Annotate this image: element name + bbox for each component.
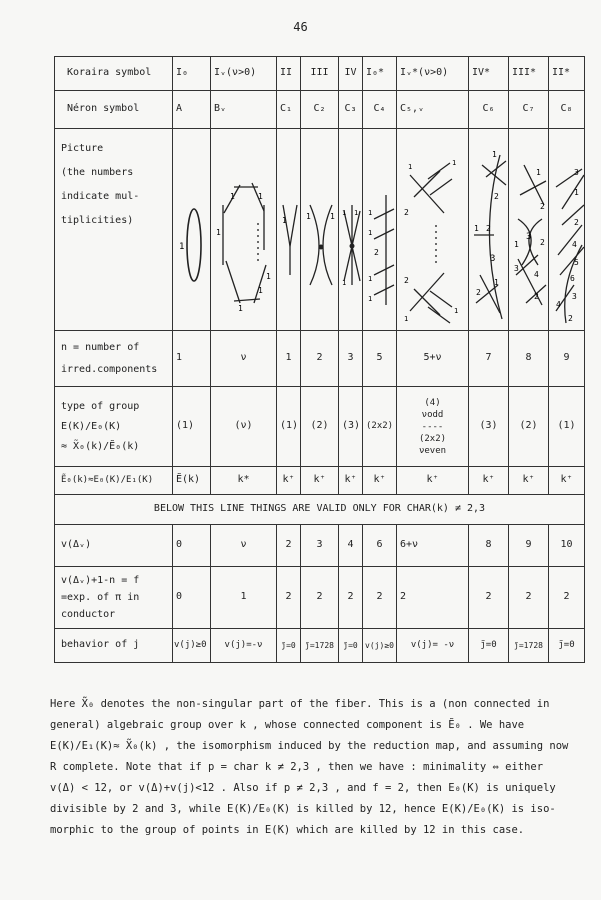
kodaira-cell: IV bbox=[339, 57, 363, 91]
fiber-picture-ivstar bbox=[469, 129, 509, 331]
connected-component-cell: k⁺ bbox=[301, 467, 339, 495]
multiplicity-label: 1 bbox=[368, 294, 373, 303]
discriminant-cell: 8 bbox=[469, 525, 509, 567]
row-label-connected-component: Ẽ₀(k)≈E₀(K)/E₁(K) bbox=[55, 467, 173, 495]
connected-component-cell: k⁺ bbox=[509, 467, 549, 495]
multiplicity-label: 1 bbox=[368, 274, 373, 283]
multiplicity-label: 1 bbox=[408, 162, 413, 171]
discriminant-cell: 9 bbox=[509, 525, 549, 567]
fiber-diagram-iii bbox=[304, 135, 338, 325]
picture-label-line: tiplicities) bbox=[61, 215, 134, 226]
components-cell: 5+ν bbox=[397, 331, 469, 387]
group-type-subline: (4) bbox=[424, 397, 441, 408]
conductor-label-line: =exp. of π in bbox=[61, 592, 140, 603]
j-invariant-cell: v(j)≥0 bbox=[363, 629, 397, 663]
neron-cell: Bᵥ bbox=[211, 91, 277, 129]
multiplicity-label: 1 bbox=[404, 314, 409, 323]
picture-row bbox=[55, 129, 585, 331]
paragraph-line: Here X̃₀ denotes the non-singular part of the fiber. This is a (non connected in bbox=[50, 698, 550, 710]
multiplicity-label: 1 bbox=[266, 271, 271, 281]
paragraph-line: E(K)/E₁(K)≈ X̃₀(k) , the isomorphism induced by the reduction map, and assuming now bbox=[50, 740, 569, 752]
fiber-diagram-inu bbox=[214, 135, 276, 325]
kodaira-cell: I₀ bbox=[173, 57, 211, 91]
fiber-picture-i0star bbox=[363, 129, 397, 331]
j-invariant-cell: v(j)≥0 bbox=[173, 629, 211, 663]
conductor-cell: 1 bbox=[211, 567, 277, 629]
multiplicity-label: 1 bbox=[179, 241, 185, 252]
group-type-cell-inustar bbox=[397, 387, 469, 467]
conductor-cell: 2 bbox=[549, 567, 585, 629]
components-cell: 5 bbox=[363, 331, 397, 387]
components-row bbox=[55, 331, 585, 387]
neron-row bbox=[55, 91, 585, 129]
components-cell: 2 bbox=[301, 331, 339, 387]
multiplicity-label: 5 bbox=[574, 257, 579, 267]
neron-cell: C₅,ᵥ bbox=[397, 91, 469, 129]
picture-label-line: Picture bbox=[61, 143, 104, 154]
kodaira-cell: III bbox=[301, 57, 339, 91]
row-label-picture bbox=[55, 129, 173, 331]
connected-component-cell: k⁺ bbox=[549, 467, 585, 495]
page-number: 46 bbox=[293, 20, 308, 34]
row-label-neron: Néron symbol bbox=[55, 91, 173, 129]
j-invariant-cell: j̃=0 bbox=[339, 629, 363, 663]
multiplicity-label: 1 bbox=[492, 149, 497, 159]
j-invariant-cell: j̃=0 bbox=[469, 629, 509, 663]
multiplicity-label: 2 bbox=[568, 313, 573, 323]
multiplicity-label: 1 bbox=[474, 223, 479, 233]
multiplicity-label: 2 bbox=[494, 191, 499, 201]
fiber-picture-iiistar bbox=[509, 129, 549, 331]
kodaira-row bbox=[55, 57, 585, 91]
conductor-label-line: v(Δᵥ)+1-n = f bbox=[61, 575, 140, 586]
group-type-cell: (1) bbox=[277, 387, 301, 467]
connected-component-cell: k⁺ bbox=[397, 467, 469, 495]
components-label-line: n = number of bbox=[61, 341, 140, 353]
group-type-cell: (2) bbox=[509, 387, 549, 467]
multiplicity-label: 4 bbox=[572, 239, 577, 249]
discriminant-cell: 4 bbox=[339, 525, 363, 567]
components-cell: 1 bbox=[277, 331, 301, 387]
fiber-diagram-ivstar bbox=[472, 135, 508, 325]
multiplicity-label: 3 bbox=[572, 291, 577, 301]
banner-row bbox=[55, 495, 585, 525]
picture-label-line: (the numbers bbox=[61, 167, 134, 178]
multiplicity-label: 1 bbox=[574, 187, 579, 197]
row-label-group-type bbox=[55, 387, 173, 467]
multiplicity-label: 1 bbox=[342, 208, 347, 217]
multiplicity-label: 6 bbox=[570, 273, 575, 283]
row-label-components bbox=[55, 331, 173, 387]
paragraph-line: morphic to the group of points in E(K) which are killed by 12 in this case. bbox=[50, 824, 525, 836]
fiber-picture-ii bbox=[277, 129, 301, 331]
components-cell: ν bbox=[211, 331, 277, 387]
components-cell: 7 bbox=[469, 331, 509, 387]
group-type-cell: (1) bbox=[173, 387, 211, 467]
neron-cell: C₃ bbox=[339, 91, 363, 129]
kodaira-cell: II* bbox=[549, 57, 585, 91]
multiplicity-label: 3 bbox=[526, 231, 532, 242]
multiplicity-label: 1 bbox=[238, 303, 243, 313]
explanatory-paragraph bbox=[50, 694, 570, 841]
paragraph-line: v(Δ) < 12, or v(Δ)+v(j)<12 . Also if p ≠ 2,3 , and f = 2, then E₀(K) is uniquely bbox=[50, 782, 556, 794]
fiber-picture-i0 bbox=[173, 129, 211, 331]
multiplicity-label: 2 bbox=[540, 201, 545, 211]
connected-component-row bbox=[55, 467, 585, 495]
multiplicity-label: 2 bbox=[574, 217, 579, 227]
multiplicity-label: 2 bbox=[486, 223, 491, 233]
fiber-diagram-inustar bbox=[400, 135, 468, 325]
multiplicity-label: 1 bbox=[330, 211, 335, 221]
connected-component-cell: k* bbox=[211, 467, 277, 495]
multiplicity-label: 2 bbox=[476, 287, 481, 297]
j-invariant-cell: j̃=1728 bbox=[301, 629, 339, 663]
kodaira-cell: IV* bbox=[469, 57, 509, 91]
components-cell: 3 bbox=[339, 331, 363, 387]
j-invariant-cell: j̃=0 bbox=[549, 629, 585, 663]
j-invariant-cell: j̃=0 bbox=[277, 629, 301, 663]
fiber-picture-iv bbox=[339, 129, 363, 331]
conductor-label-line: conductor bbox=[61, 609, 116, 620]
kodaira-cell: Iᵥ*(ν>0) bbox=[397, 57, 469, 91]
group-type-cell: (1) bbox=[549, 387, 585, 467]
conductor-cell: 2 bbox=[363, 567, 397, 629]
multiplicity-label: 3 bbox=[490, 253, 496, 264]
neron-cell: C₁ bbox=[277, 91, 301, 129]
group-type-row bbox=[55, 387, 585, 467]
multiplicity-label: 1 bbox=[454, 306, 459, 315]
picture-label-line: indicate mul- bbox=[61, 191, 140, 202]
discriminant-cell: 10 bbox=[549, 525, 585, 567]
multiplicity-label: 1 bbox=[258, 191, 263, 201]
multiplicity-label: 1 bbox=[258, 285, 263, 295]
multiplicity-label: 1 bbox=[494, 277, 499, 287]
multiplicity-label: 1 bbox=[306, 211, 311, 221]
discriminant-cell: ν bbox=[211, 525, 277, 567]
paragraph-line: divisible by 2 and 3, while E(K)/E₀(K) is killed by 12, hence E(K)/E₀(K) is iso- bbox=[50, 803, 556, 815]
multiplicity-label: 2 bbox=[540, 237, 545, 247]
group-type-subline: (2x2) bbox=[418, 433, 447, 444]
connected-component-cell: k⁺ bbox=[469, 467, 509, 495]
row-label-kodaira: Koraira symbol bbox=[55, 57, 173, 91]
connected-component-cell: k⁺ bbox=[277, 467, 301, 495]
conductor-cell: 2 bbox=[469, 567, 509, 629]
multiplicity-label: 1 bbox=[354, 208, 359, 217]
multiplicity-label: 1 bbox=[368, 228, 373, 237]
conductor-cell: 2 bbox=[397, 567, 469, 629]
multiplicity-label: 1 bbox=[216, 227, 221, 237]
connected-component-cell: k⁺ bbox=[339, 467, 363, 495]
group-type-subline: ---- bbox=[421, 421, 444, 432]
j-invariant-row bbox=[55, 629, 585, 663]
multiplicity-label: 2 bbox=[404, 275, 409, 285]
multiplicity-label: 4 bbox=[556, 299, 561, 309]
group-type-subline: νodd bbox=[421, 409, 444, 420]
fiber-picture-iii bbox=[301, 129, 339, 331]
fiber-diagram-i0star bbox=[366, 135, 396, 325]
discriminant-cell: 0 bbox=[173, 525, 211, 567]
paragraph-line: R complete. Note that if p = char k ≠ 2,3 , then we have : minimality ⇔ either bbox=[50, 761, 544, 773]
components-cell: 1 bbox=[173, 331, 211, 387]
group-type-cell: (ν) bbox=[211, 387, 277, 467]
neron-cell: C₄ bbox=[363, 91, 397, 129]
multiplicity-label: 2 bbox=[534, 291, 539, 301]
discriminant-cell: 6 bbox=[363, 525, 397, 567]
row-label-discriminant: v(Δᵥ) bbox=[55, 525, 173, 567]
kodaira-neron-table bbox=[54, 56, 585, 663]
components-cell: 9 bbox=[549, 331, 585, 387]
neron-cell: C₇ bbox=[509, 91, 549, 129]
fiber-diagram-iistar bbox=[552, 135, 585, 325]
multiplicity-label: 1 bbox=[230, 191, 235, 201]
multiplicity-label: 3 bbox=[514, 263, 519, 273]
multiplicity-label: 1 bbox=[368, 208, 373, 217]
group-type-cell: (2) bbox=[301, 387, 339, 467]
discriminant-cell: 2 bbox=[277, 525, 301, 567]
char-restriction-banner: BELOW THIS LINE THINGS ARE VALID ONLY FOR CHAR(k) ≠ 2,3 bbox=[55, 495, 585, 525]
connected-component-cell: Ẽ(k) bbox=[173, 467, 211, 495]
conductor-cell: 0 bbox=[173, 567, 211, 629]
multiplicity-label: 1 bbox=[514, 239, 519, 249]
row-label-j-invariant: behavior of j bbox=[55, 629, 173, 663]
multiplicity-label: 2 bbox=[374, 247, 379, 257]
group-type-cell: (3) bbox=[469, 387, 509, 467]
fiber-diagram-ii bbox=[280, 135, 300, 325]
kodaira-cell: III* bbox=[509, 57, 549, 91]
conductor-cell: 2 bbox=[301, 567, 339, 629]
fiber-picture-inustar bbox=[397, 129, 469, 331]
multiplicity-label: 1 bbox=[536, 167, 541, 177]
j-invariant-cell: v(j)=-ν bbox=[211, 629, 277, 663]
kodaira-cell: Iᵥ(ν>0) bbox=[211, 57, 277, 91]
paragraph-line: general) algebraic group over k , whose connected component is Ẽ₀ . We have bbox=[50, 719, 525, 731]
conductor-row bbox=[55, 567, 585, 629]
j-invariant-cell: j̃=1728 bbox=[509, 629, 549, 663]
j-invariant-cell: v(j)= -ν bbox=[397, 629, 469, 663]
conductor-cell: 2 bbox=[509, 567, 549, 629]
multiplicity-label: 3 bbox=[574, 167, 579, 177]
discriminant-cell: 6+ν bbox=[397, 525, 469, 567]
fiber-picture-iistar bbox=[549, 129, 585, 331]
fiber-picture-inu bbox=[211, 129, 277, 331]
multiplicity-label: 1 bbox=[342, 278, 347, 287]
discriminant-cell: 3 bbox=[301, 525, 339, 567]
fiber-diagram-iiistar bbox=[512, 135, 548, 325]
neron-cell: C₆ bbox=[469, 91, 509, 129]
conductor-cell: 2 bbox=[277, 567, 301, 629]
group-type-cell: (3) bbox=[339, 387, 363, 467]
multiplicity-label: 2 bbox=[404, 207, 409, 217]
row-label-conductor bbox=[55, 567, 173, 629]
neron-cell: C₂ bbox=[301, 91, 339, 129]
group-type-cell: (2x2) bbox=[363, 387, 397, 467]
fiber-diagram-iv bbox=[342, 135, 362, 325]
group-type-label-line: E(K)/E₀(K) bbox=[61, 420, 122, 432]
kodaira-cell: II bbox=[277, 57, 301, 91]
group-type-subline: νeven bbox=[418, 445, 447, 456]
fiber-diagram-i0 bbox=[176, 135, 208, 325]
multiplicity-label: 1 bbox=[282, 215, 287, 225]
components-cell: 8 bbox=[509, 331, 549, 387]
multiplicity-label: 1 bbox=[452, 158, 457, 167]
discriminant-row bbox=[55, 525, 585, 567]
components-label-line: irred.components bbox=[61, 363, 158, 375]
neron-cell: C₈ bbox=[549, 91, 585, 129]
connected-component-cell: k⁺ bbox=[363, 467, 397, 495]
conductor-cell: 2 bbox=[339, 567, 363, 629]
multiplicity-label: 4 bbox=[534, 269, 539, 279]
kodaira-cell: I₀* bbox=[363, 57, 397, 91]
neron-cell: A bbox=[173, 91, 211, 129]
group-type-label-line: ≈ X̃₀(k)/Ẽ₀(k) bbox=[61, 440, 140, 452]
group-type-label-line: type of group bbox=[61, 400, 140, 412]
